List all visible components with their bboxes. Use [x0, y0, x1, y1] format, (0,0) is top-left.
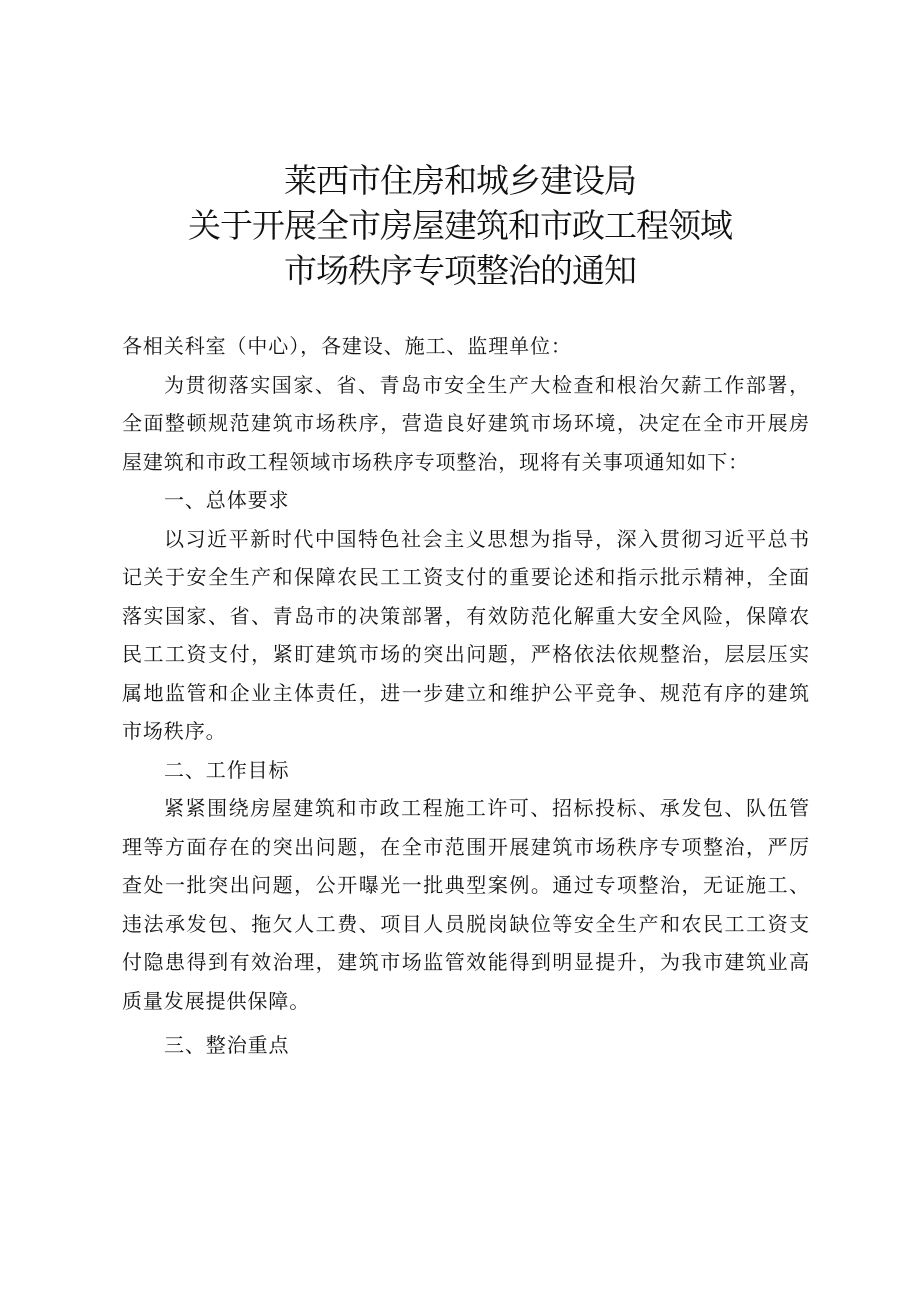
section-heading-2: 二、工作目标: [164, 757, 290, 782]
salutation: 各相关科室（中心），各建设、施工、监理单位：: [122, 334, 572, 358]
section-heading-1: 一、总体要求: [164, 488, 290, 512]
document-body: [122, 327, 810, 1065]
section-heading-3: 三、整治重点: [164, 1033, 290, 1057]
title-line-1: 莱西市住房和城乡建设局: [284, 161, 636, 200]
section-body-2: 紧紧围绕房屋建筑和市政工程施工许可、招标投标、承发包、队伍管理等方面存在的突出问题，在全市范围开展建筑市场秩序专项整治，严厉查处一批突出问题，公开曝光一批典型案例。通过专项整治，无证施工、违法承发包、拖欠人工费、项目人员脱岗缺位等安全生产和农民工工资支付隐患得到有效治理，建筑市场监管效能得到明显提升，为我市建筑业高质量发展提供保障。: [122, 796, 810, 1013]
title-line-2: 关于开展全市房屋建筑和市政工程领域: [188, 206, 732, 245]
intro-paragraph: 为贯彻落实国家、省、青岛市安全生产大检查和根治欠薪工作部署，全面整顿规范建筑市场秩序，营造良好建筑市场环境，决定在全市开展房屋建筑和市政工程领域市场秩序专项整治，现将有关事项通知如下：: [122, 372, 810, 474]
section-body-1: 以习近平新时代中国特色社会主义思想为指导，深入贯彻习近平总书记关于安全生产和保障农民工工资支付的重要论述和指示批示精神，全面落实国家、省、青岛市的决策部署，有效防范化解重大安全风险，保障农民工工资支付，紧盯建筑市场的突出问题，严格依法依规整治，层层压实属地监管和企业主体责任，进一步建立和维护公平竞争、规范有序的建筑市场秩序。: [122, 526, 810, 743]
title-line-3: 市场秩序专项整治的通知: [284, 251, 636, 290]
document-title: [0, 158, 920, 293]
